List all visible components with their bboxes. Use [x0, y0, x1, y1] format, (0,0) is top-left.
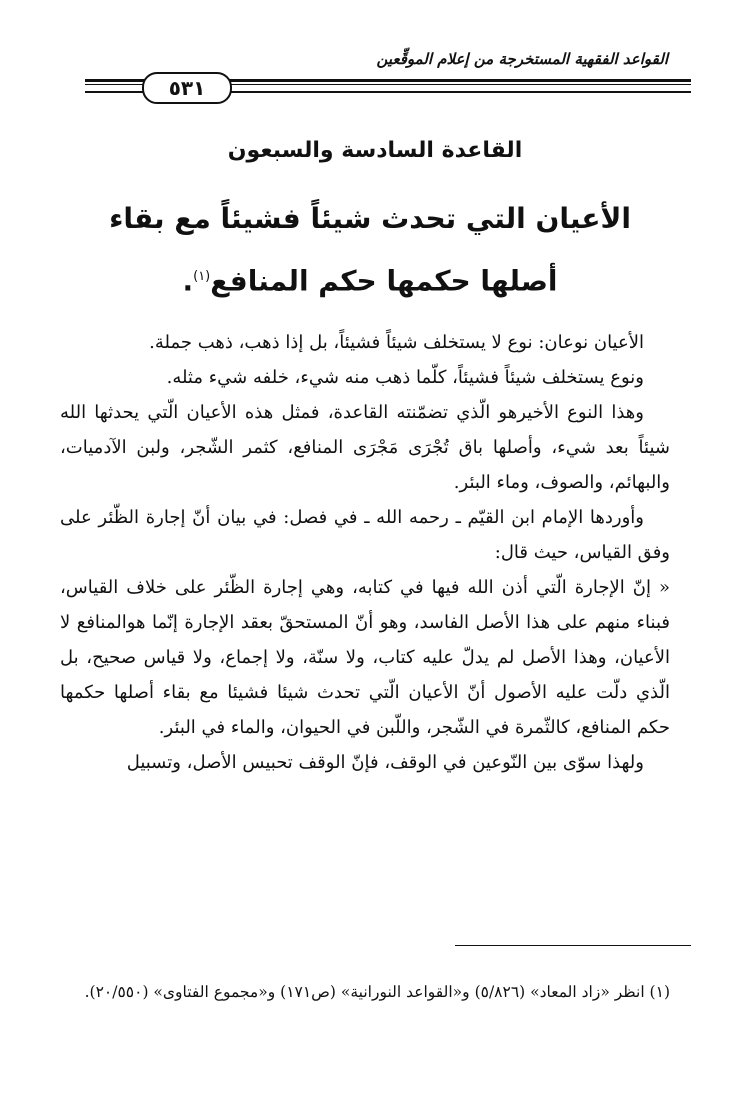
paragraph: الأعيان نوعان: نوع لا يستخلف شيئاً فشيئاً، بل إذا ذهب، ذهب جملة.	[149, 332, 644, 353]
footnote: (١) انظر «زاد المعاد» (٥/٨٢٦) و«القواعد النورانية» (ص١٧١) و«مجموع الفتاوى» (٢٠/٥٥٠).	[84, 983, 670, 1001]
footnote-marker[interactable]: (١)	[193, 269, 211, 284]
quotation-paragraph: « إنّ الإجارة الّتي أذن الله فيها في كتابه، وهي إجارة الظّئر على خلاف القياس، فبناء منهم على هذا الأصل الفاسد، وهو أنّ المستحقّ بعقد الإجارة إنّما هوالمنافع لا الأعيان، وهذا الأصل لم يدلّ عليه كتاب، ولا سنّة، ولا إجماع، ولا قياس صحيح، بل الّذي دلّت عليه الأصول أنّ الأعيان الّتي تحدث شيئا فشيئا مع بقاء أصلها حكمها حكم المنافع، كالثّمرة في الشّجر، واللّبن في الحيوان، والماء في البئر.	[60, 577, 670, 738]
paragraph: ونوع يستخلف شيئاً فشيئاً، كلّما ذهب منه شيء، خلفه شيء مثله.	[166, 367, 644, 388]
paragraph: وهذا النوع الأخيرهو الّذي تضمّنته القاعدة، فمثل هذه الأعيان الّتي يحدثها الله شيئاً بعد شيء، وأصلها باق تُجْرَى مَجْرَى المنافع، كثمر الشّجر، ولبن الآدميات، والبهائم، والصوف، وماء البئر.	[60, 402, 670, 493]
paragraph: وأوردها الإمام ابن القيّم ـ رحمه الله ـ في فصل: في بيان أنّ إجارة الظّئر على وفق القياس، حيث قال:	[60, 507, 670, 563]
running-header: القواعد الفقهية المستخرجة من إعلام الموقِّعين	[376, 50, 668, 68]
rule-headline-end: .	[182, 264, 194, 298]
rule-headline	[70, 190, 670, 310]
paragraph: ولهذا سوّى بين النّوعين في الوقف، فإنّ الوقف تحبيس الأصل، وتسبيل	[126, 752, 644, 773]
footnote-rule	[455, 945, 691, 946]
page-number: ٥٣١	[142, 72, 232, 104]
body-text	[60, 325, 670, 780]
rule-headline-text: الأعيان التي تحدث شيئاً فشيئاً مع بقاء أصلها حكمها حكم المنافع	[109, 202, 631, 298]
rule-title: القاعدة السادسة والسبعون	[227, 138, 523, 163]
